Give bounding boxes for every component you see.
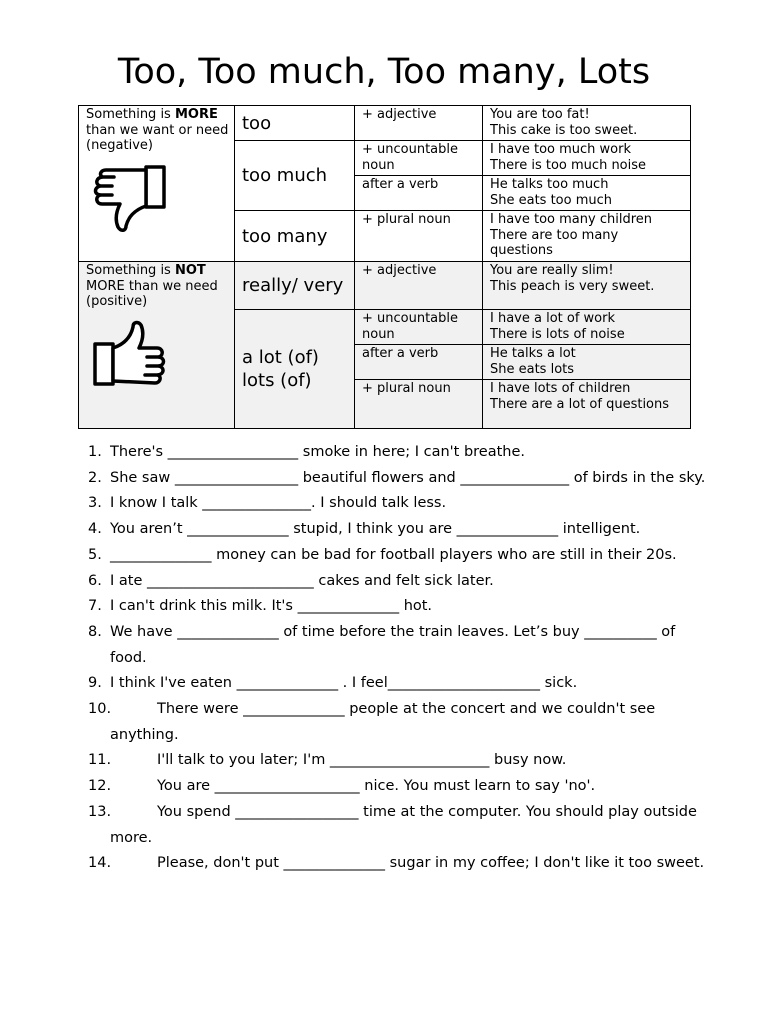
exercise-item: 8. We have ______________ of time before the train leaves. Let’s buy __________ of food. xyxy=(88,623,676,666)
exercise-item: 10. There were ______________ people at the concert and we couldn't see anything. xyxy=(88,701,656,743)
usage-cell: + adjective xyxy=(355,106,483,141)
term-a-lot-of: a lot (of) lots (of) xyxy=(235,310,355,429)
usage-cell: + adjective xyxy=(355,262,483,310)
example-cell: I have too many children There are too many questions xyxy=(483,211,691,262)
positive-description-cell xyxy=(79,262,235,429)
exercise-item: 12. You are ____________________ nice. You must learn to say 'no'. xyxy=(88,778,596,795)
thumbs-up-icon xyxy=(90,318,170,390)
negative-description-cell xyxy=(79,106,235,262)
usage-cell: + plural noun xyxy=(355,380,483,429)
example-cell: I have lots of children There are a lot of questions xyxy=(483,380,691,429)
exercise-item: 13. You spend _________________ time at the computer. You should play outside more. xyxy=(88,803,697,846)
term-really-very: really/ very xyxy=(235,262,355,310)
exercise-item: 1. There's __________________ smoke in here; I can't breathe. xyxy=(88,444,526,460)
term-too: too xyxy=(235,106,355,141)
term-too-many: too many xyxy=(235,211,355,262)
table-row xyxy=(79,106,691,141)
exercise-item: 3. I know I talk _______________. I should talk less. xyxy=(88,495,447,512)
example-cell: You are too fat! This cake is too sweet. xyxy=(483,106,691,141)
grammar-table xyxy=(78,105,691,429)
term-too-much: too much xyxy=(235,141,355,211)
exercise-item: 5. ______________ money can be bad for football players who are still in their 20s. xyxy=(88,546,677,563)
usage-cell: after a verb xyxy=(355,345,483,380)
exercise-item: 11. I'll talk to you later; I'm ______________________ busy now. xyxy=(88,752,567,769)
usage-cell: + uncountable noun xyxy=(355,141,483,176)
example-cell: He talks a lot She eats lots xyxy=(483,345,691,380)
usage-cell: + plural noun xyxy=(355,211,483,262)
exercise-item: 6. I ate _______________________ cakes and felt sick later. xyxy=(88,572,494,589)
exercise-item: 4. You aren’t ______________ stupid, I think you are ______________ intelligent. xyxy=(88,521,641,538)
usage-cell: + uncountable noun xyxy=(355,310,483,345)
example-cell: I have a lot of work There is lots of noise xyxy=(483,310,691,345)
table-row xyxy=(79,262,691,310)
negative-description: Something is MORE than we want or need (negative) xyxy=(86,107,229,153)
exercise-item: 9. I think I've eaten ______________ . I feel_____________________ sick. xyxy=(88,675,578,692)
exercise-item: 2. She saw _________________ beautiful flowers and _______________ of birds in the sky. xyxy=(88,469,706,486)
exercise-item: 14. Please, don't put ______________ sugar in my coffee; I don't like it too sweet. xyxy=(88,855,705,872)
example-cell: He talks too much She eats too much xyxy=(483,176,691,211)
example-cell: I have too much work There is too much noise xyxy=(483,141,691,176)
thumbs-down-icon xyxy=(90,162,170,234)
exercise-list xyxy=(88,440,708,877)
usage-cell: after a verb xyxy=(355,176,483,211)
exercise-item: 7. I can't drink this milk. It's ______________ hot. xyxy=(88,598,433,615)
page-title: Too, Too much, Too many, Lots xyxy=(117,52,651,92)
example-cell: You are really slim! This peach is very sweet. xyxy=(483,262,691,310)
positive-description: Something is NOT MORE than we need (positive) xyxy=(86,263,218,309)
